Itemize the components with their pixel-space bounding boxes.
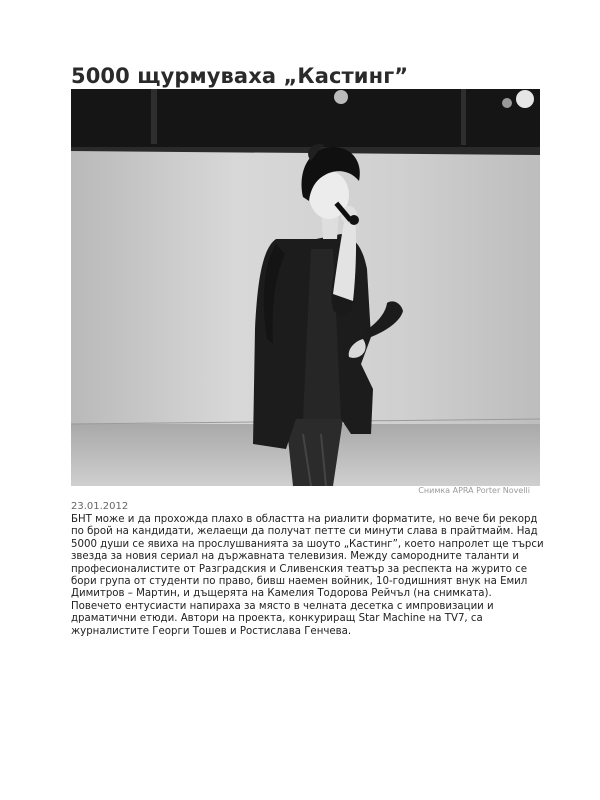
body-line: Димитров – Мартин, и дъщерята на Камелия Тодорова Рейчъл (на снимката).: [71, 588, 492, 600]
body-line: Повечето ентусиасти напираха за място в челната десетка с импровизации и: [71, 600, 494, 612]
body-line: бори група от студенти по право, бивш наемен войник, 10-годишният внук на Емил: [71, 576, 528, 588]
body-line: по брой на кандидати, желаещи да получат петте си минути слава в прайтмайм. Над: [71, 526, 538, 538]
body-line: звезда за новия сериал на държавната телевизия. Между самородните таланти и: [71, 551, 519, 563]
article-body: [71, 514, 546, 638]
body-line: 5000 души се явиха на прослушванията за шоуто „Кастинг”, което напролет ще търси: [71, 538, 544, 550]
body-line: БНТ може и да прохожда плахо в областта на риалити форматите, но вече би рекорд: [71, 514, 538, 525]
body-line: професионалистите от Разградския и Сливенския театър за респекта на журито се: [71, 563, 527, 575]
article-title: 5000 щурмуваха „Кастинг”: [71, 64, 409, 88]
article-date: 23.01.2012: [71, 501, 129, 512]
article-photo: [71, 89, 540, 486]
body-line: драматични етюди. Автори на проекта, конкуриращ Star Machine на TV7, са: [71, 613, 483, 625]
photo-credit: Снимка APRA Porter Novelli: [418, 486, 530, 495]
body-line: журналистите Георги Тошев и Ростислава Генчева.: [71, 625, 352, 637]
